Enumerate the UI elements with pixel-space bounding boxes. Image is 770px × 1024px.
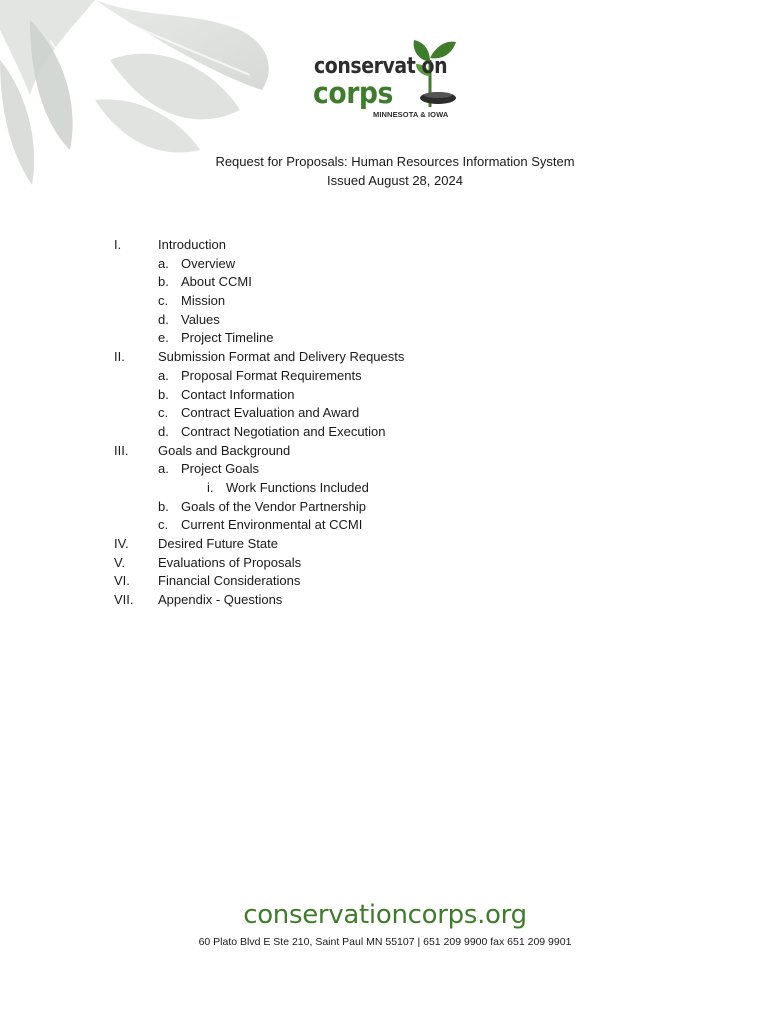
toc-item — [0, 386, 770, 405]
toc-number: b. — [158, 274, 169, 290]
toc-number: c. — [158, 293, 169, 309]
toc-label: Goals of the Vendor Partnership — [181, 498, 367, 514]
toc-item — [0, 311, 770, 330]
document-title-block — [0, 152, 770, 190]
toc-item — [0, 498, 770, 517]
toc-number: III. — [114, 442, 129, 458]
toc-item — [0, 404, 770, 423]
toc-number: d. — [158, 423, 169, 439]
toc-item — [0, 591, 770, 610]
toc-label: Contact Information — [181, 386, 295, 402]
toc-label: Contract Negotiation and Execution — [181, 423, 386, 439]
toc-label: Financial Considerations — [158, 573, 301, 589]
toc-number: e. — [158, 330, 169, 346]
toc-label: Contract Evaluation and Award — [181, 405, 360, 421]
document-title: Request for Proposals: Human Resources Information System — [215, 154, 575, 169]
toc-item — [0, 460, 770, 479]
toc-label: Current Environmental at CCMI — [181, 517, 363, 533]
toc-item — [0, 329, 770, 348]
toc-label: About CCMI — [181, 274, 252, 290]
toc-number: c. — [158, 405, 169, 421]
toc-number: i. — [207, 479, 214, 495]
toc-number: V. — [114, 554, 126, 570]
toc-item — [0, 255, 770, 274]
toc-item — [0, 273, 770, 292]
toc-item — [0, 572, 770, 591]
toc-item — [0, 535, 770, 554]
logo-subtitle: MINNESOTA & IOWA — [373, 110, 449, 119]
toc-number: b. — [158, 386, 169, 402]
toc-item — [0, 442, 770, 461]
toc-item — [0, 423, 770, 442]
toc-number: a. — [158, 461, 169, 477]
toc-label: Desired Future State — [158, 536, 278, 551]
contact-address: 60 Plato Blvd E Ste 210, Saint Paul MN 55107 | 651 209 9900 fax 651 209 9901 — [198, 936, 572, 948]
toc-label: Introduction — [158, 237, 226, 252]
toc-number: b. — [158, 498, 169, 514]
toc-label: Project Timeline — [181, 330, 274, 346]
website-link[interactable]: conservationcorps.org — [243, 900, 527, 930]
toc-label: Submission Format and Delivery Requests — [158, 349, 405, 365]
toc-label: Appendix - Questions — [158, 592, 283, 608]
table-of-contents — [0, 236, 770, 610]
toc-number: c. — [158, 517, 169, 533]
toc-label: Project Goals — [181, 461, 260, 477]
toc-number: a. — [158, 255, 169, 271]
toc-number: a. — [158, 367, 169, 383]
toc-item — [0, 367, 770, 386]
toc-number: IV. — [114, 536, 129, 551]
logo-text-conservation: conservat on — [314, 54, 448, 79]
toc-number: VII. — [114, 592, 134, 608]
toc-label: Evaluations of Proposals — [158, 554, 302, 570]
toc-label: Goals and Background — [158, 442, 291, 458]
toc-label: Work Functions Included — [226, 479, 369, 495]
issued-date: Issued August 28, 2024 — [327, 173, 463, 188]
toc-item — [0, 348, 770, 367]
toc-label: Mission — [181, 293, 226, 309]
toc-item — [0, 516, 770, 535]
conservation-corps-logo — [310, 30, 460, 120]
toc-item — [0, 292, 770, 311]
toc-number: I. — [114, 237, 122, 252]
logo-text-corps: corps — [313, 76, 393, 110]
toc-item — [0, 479, 770, 498]
toc-item — [0, 554, 770, 573]
toc-label: Overview — [181, 255, 236, 271]
toc-label: Proposal Format Requirements — [181, 367, 362, 383]
toc-item — [0, 236, 770, 255]
toc-label: Values — [181, 311, 220, 327]
toc-number: II. — [114, 349, 125, 365]
toc-number: d. — [158, 311, 169, 327]
toc-number: VI. — [114, 573, 130, 589]
